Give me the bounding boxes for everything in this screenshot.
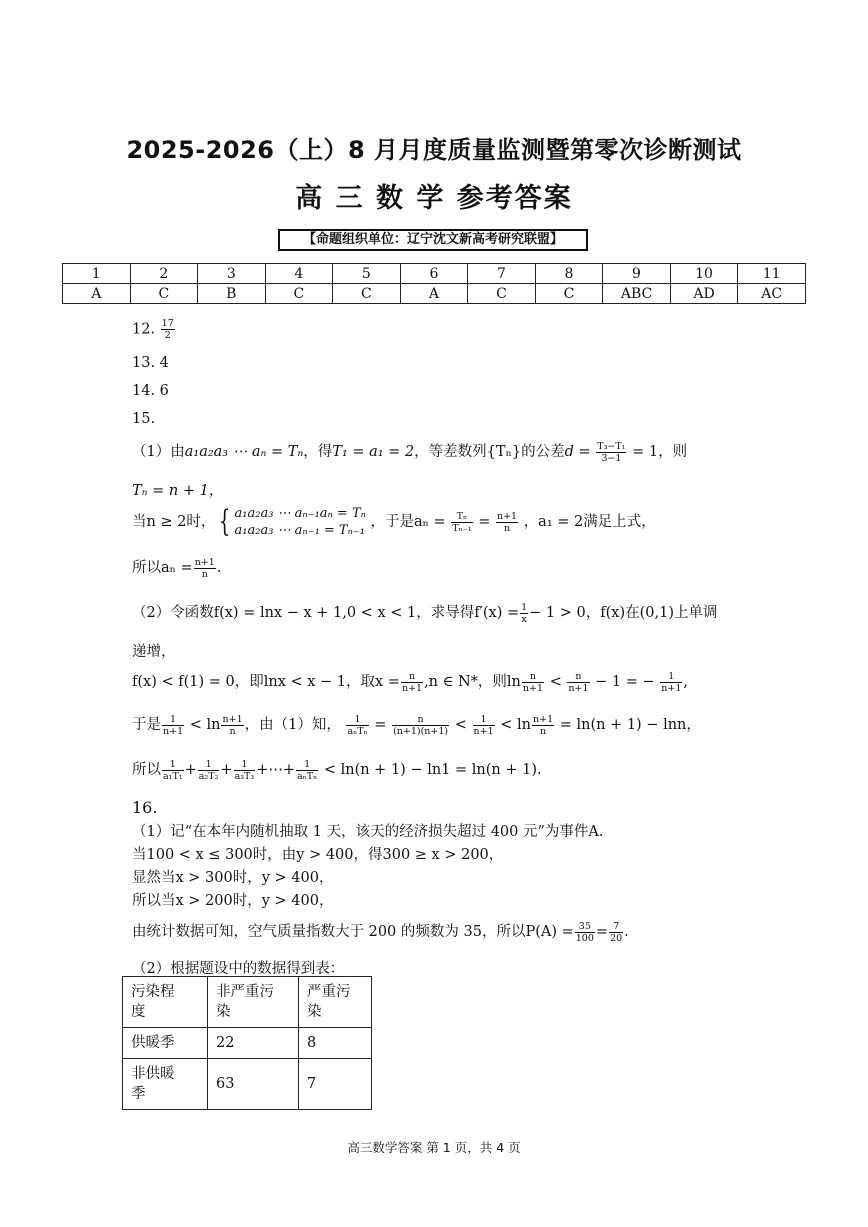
- q15-part1-line2: Tₙ = n + 1，: [132, 483, 224, 499]
- q15-part2-line3: f(x) < f(1) = 0，即lnx < x − 1，取x = $\frac{n}{n+1}$ ,n ∈ N*，则ln $\frac{n}{n+1}$ < $\frac{n}{n+1}$ − 1 = − $\frac{1}{n+1}$ ,: [132, 670, 688, 694]
- answer-cell: ABC: [603, 284, 671, 304]
- answer-table-answer-row: [63, 284, 806, 304]
- question-number-cell: 1: [63, 264, 131, 284]
- answer-table: [62, 263, 806, 304]
- table-row: [123, 1059, 372, 1110]
- question-number-cell: 5: [333, 264, 401, 284]
- pollution-table: [122, 976, 372, 1110]
- exam-title: 2025-2026（上）8 月月度质量监测暨第零次诊断测试: [126, 136, 742, 164]
- answer-cell: A: [400, 284, 468, 304]
- table-header-cell: 污染程 度: [123, 977, 208, 1028]
- table-cell: 8: [299, 1028, 372, 1059]
- answer-table-number-row: [63, 264, 806, 284]
- answer-cell: A: [63, 284, 131, 304]
- q15-part1-line4: 所以aₙ = $\frac{n+1}{n}$ .: [132, 556, 222, 580]
- table-row: [123, 1028, 372, 1059]
- question-number-cell: 11: [738, 264, 806, 284]
- q16-line3: 显然当x > 300时，y > 400，: [132, 870, 334, 886]
- answer-cell: C: [535, 284, 603, 304]
- q15-part1-line3: 当n ≥ 2时， { a₁a₂a₃ ⋯ aₙ₋₁aₙ = Tₙ a₁a₂a₃ ⋯ aₙ₋₁ = Tₙ₋₁ ，于是aₙ = $\frac{\text{Tₙ}}{\text{Tₙ₋₁}}$ = $\frac{n+1}{n}$ ，a₁ = 2满足上式，: [132, 504, 656, 539]
- q15-part1-line1: （1）由a₁a₂a₃ ⋯ aₙ = Tₙ，得T₁ = a₁ = 2，等差数列{Tₙ}的公差d = $\frac{\text{T₃−T₁}}{3-1}$ = 1，则: [132, 440, 688, 464]
- table-cell: 供暖季: [123, 1028, 208, 1059]
- question-number-cell: 3: [198, 264, 266, 284]
- question-number-cell: 4: [265, 264, 333, 284]
- table-cell: 22: [208, 1028, 299, 1059]
- answer-cell: C: [265, 284, 333, 304]
- exam-subtitle: 高 三 数 学 参考答案: [295, 183, 573, 214]
- question-number-cell: 7: [468, 264, 536, 284]
- organizer-box: 【命题组织单位：辽宁沈文新高考研究联盟】: [278, 229, 588, 251]
- question-number-cell: 9: [603, 264, 671, 284]
- q15-part2-line1: （2）令函数f(x) = lnx − x + 1,0 < x < 1，求导得f′(x) = $\frac{1}{x}$ − 1 > 0，f(x)在(0,1)上单调: [132, 601, 718, 625]
- answer-cell: AC: [738, 284, 806, 304]
- page-footer: 高三数学答案 第 1 页，共 4 页: [347, 1140, 521, 1155]
- table-cell: 63: [208, 1059, 299, 1110]
- table-row: [123, 977, 372, 1028]
- q15-part2-line2: 递增，: [132, 644, 176, 660]
- table-header-cell: 严重污 染: [299, 977, 372, 1028]
- table-cell: 7: [299, 1059, 372, 1110]
- table-cell: 非供暖 季: [123, 1059, 208, 1110]
- answer-cell: AD: [670, 284, 738, 304]
- q15-label: 15.: [132, 411, 156, 427]
- q12-fraction: $\frac{17}{2}$: [161, 318, 174, 341]
- question-number-cell: 2: [130, 264, 198, 284]
- q16-line1: （1）记“在本年内随机抽取 1 天，该天的经济损失超过 400 元”为事件A.: [132, 824, 604, 840]
- question-number-cell: 6: [400, 264, 468, 284]
- answer-cell: C: [333, 284, 401, 304]
- question-number-cell: 10: [670, 264, 738, 284]
- q16-label: 16.: [132, 798, 158, 817]
- table-header-cell: 非严重污 染: [208, 977, 299, 1028]
- q16-line6: （2）根据题设中的数据得到表：: [132, 961, 345, 977]
- q13-answer: 13. 4: [132, 355, 169, 371]
- answer-cell: B: [198, 284, 266, 304]
- q16-line5: 由统计数据可知，空气质量指数大于 200 的频数为 35，所以P(A) = $\frac{35}{100}$ = $\frac{7}{20}$ .: [132, 920, 629, 944]
- q16-line2: 当100 < x ≤ 300时，由y > 400，得300 ≥ x > 200，: [132, 847, 504, 863]
- question-number-cell: 8: [535, 264, 603, 284]
- q15-part2-line5: 所以 $\frac{1}{\text{a₁T₁}}$ + $\frac{1}{\text{a₂T₂}}$ + $\frac{1}{\text{a₃T₃}}$ +⋯+ $\frac{1}{\text{aₙTₙ}}$ < ln(n + 1) − ln1 = ln(n + 1).: [132, 758, 542, 782]
- q15-part2-line4: 于是 $\frac{1}{n+1}$ < ln $\frac{n+1}{n}$ ，由（1）知， $\frac{1}{\text{aₙTₙ}}$ = $\frac{n}{(n+1)(n+1)}$ < $\frac{1}{n+1}$ < ln $\frac{n+1}{n}$ = ln(n + 1) − lnn，: [132, 713, 701, 737]
- q16-line4: 所以当x > 200时，y > 400，: [132, 893, 334, 909]
- answer-cell: C: [130, 284, 198, 304]
- answer-cell: C: [468, 284, 536, 304]
- q12-answer: [132, 318, 176, 341]
- q12-label: 12.: [132, 321, 156, 338]
- q14-answer: 14. 6: [132, 383, 169, 399]
